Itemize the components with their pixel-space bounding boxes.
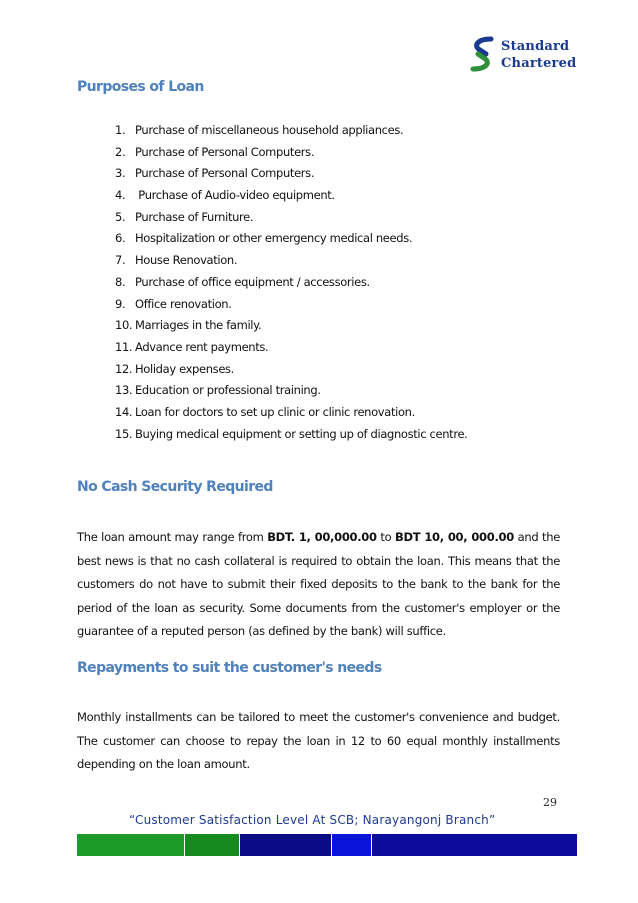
list-item-text: Purchase of miscellaneous household appliances. (135, 123, 404, 137)
list-item-text: Marriages in the family. (135, 318, 262, 333)
list-item-text: Hospitalization or other emergency medical needs. (135, 231, 413, 246)
footer-bar-segment (372, 834, 578, 856)
list-item-number: 1. (115, 123, 126, 137)
footer-bar-segment (240, 834, 332, 856)
list-item (115, 427, 467, 449)
list-item (115, 166, 467, 188)
amount-max: BDT 10, 00, 000.00 (395, 530, 514, 544)
paragraph-text: to (376, 530, 396, 544)
list-item (115, 383, 467, 405)
list-item-number: 8. (115, 274, 126, 289)
repayments-paragraph: Monthly installments can be tailored to meet the customer's convenience and budget. The customer can choose to repay the loan in 12 to 60 equal monthly installments depending on the loan amount. (77, 710, 560, 772)
list-item-text: Loan for doctors to set up clinic or clinic renovation. (135, 404, 415, 419)
purposes-list (115, 123, 467, 448)
no-cash-security-heading: No Cash Security Required (77, 479, 273, 495)
list-item-number: 12. (115, 361, 133, 376)
repayments-heading: Repayments to suit the customer's needs (77, 660, 382, 676)
list-item-text: House Renovation. (135, 253, 238, 268)
footer-bar-segment (77, 834, 185, 856)
list-item (115, 145, 467, 167)
list-item (115, 318, 467, 340)
list-item (115, 362, 467, 384)
page-number: 29 (543, 796, 557, 809)
paragraph-text: and the best news is that no cash collateral is required to obtain the loan. This means that the customers do not have to submit their fixed deposits to the bank to the bank for the period of the loan as security. Some documents from the customer's employer or the guarantee of a reputed person (as defined by the bank) will suffice. (77, 530, 561, 639)
list-item-number: 14. (115, 404, 133, 419)
logo-line-standard: Standard (501, 39, 570, 54)
list-item-number: 9. (115, 296, 126, 311)
list-item-number: 4. (115, 188, 126, 203)
footer-quote: “Customer Satisfaction Level At SCB; Narayangonj Branch” (129, 813, 496, 827)
list-item-text: Holiday expenses. (135, 361, 234, 376)
list-item (115, 275, 467, 297)
list-item-number: 3. (115, 166, 126, 181)
purposes-heading: Purposes of Loan (77, 79, 204, 95)
standard-chartered-logo-icon (467, 36, 497, 72)
list-item-number: 5. (115, 209, 126, 224)
list-item (115, 253, 467, 275)
list-item-text: Advance rent payments. (135, 339, 269, 354)
footer-bar-segment (185, 834, 240, 856)
list-item-text: Education or professional training. (135, 383, 321, 398)
list-item-text: Purchase of Audio-video equipment. (135, 188, 335, 203)
footer-color-bar (77, 834, 578, 856)
list-item-number: 6. (115, 231, 126, 246)
no-cash-security-paragraph (77, 526, 560, 644)
list-item-text: Purchase of Furniture. (135, 209, 254, 224)
list-item-number: 13. (115, 383, 133, 398)
list-item-number: 10. (115, 318, 133, 333)
list-item-number: 2. (115, 144, 126, 159)
list-item (115, 405, 467, 427)
list-item-number: 7. (115, 253, 126, 268)
paragraph-text: The loan amount may range from (77, 530, 268, 544)
list-item (115, 340, 467, 362)
logo-wordmark (501, 38, 576, 72)
list-item-text: Purchase of Personal Computers. (135, 166, 315, 181)
list-item (115, 123, 467, 145)
logo-line-chartered: Chartered (501, 56, 577, 71)
list-item-number: 15. (115, 426, 133, 441)
list-item (115, 210, 467, 232)
list-item (115, 231, 467, 253)
list-item-text: Office renovation. (135, 296, 232, 311)
list-item-text: Purchase of office equipment / accessories. (135, 274, 370, 289)
standard-chartered-logo (467, 34, 577, 74)
list-item (115, 297, 467, 319)
amount-min: BDT. 1, 00,000.00 (267, 530, 377, 544)
list-item (115, 188, 467, 210)
list-item-number: 11. (115, 339, 133, 354)
footer-bar-segment (332, 834, 372, 856)
list-item-text: Buying medical equipment or setting up of diagnostic centre. (135, 426, 468, 441)
list-item-text: Purchase of Personal Computers. (135, 144, 315, 159)
